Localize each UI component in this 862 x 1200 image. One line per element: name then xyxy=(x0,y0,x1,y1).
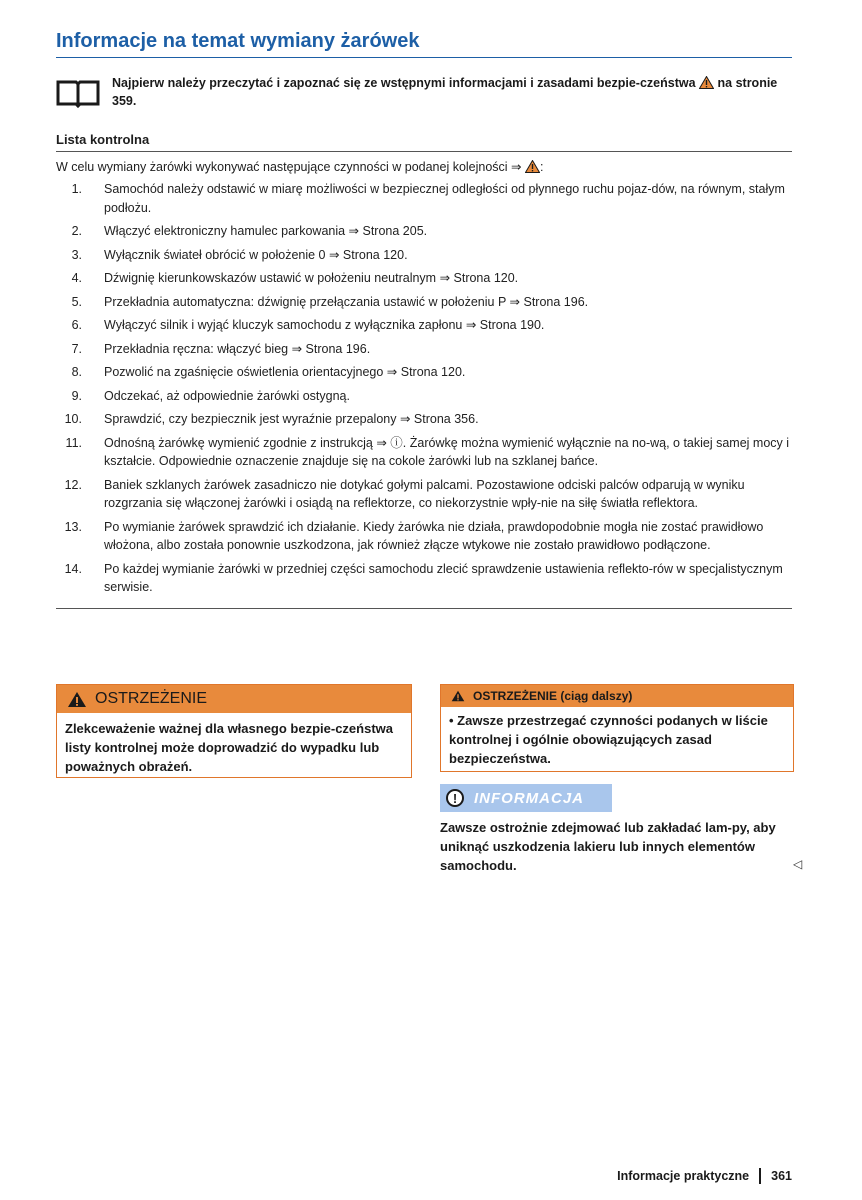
step-text: Wyłączyć silnik i wyjąć kluczyk samochodu z wyłącznika zapłonu ⇒ Strona 190. xyxy=(104,318,545,332)
step-number: 7. xyxy=(71,341,82,356)
intro-text xyxy=(56,158,792,176)
step-text: Baniek szklanych żarówek zasadniczo nie dotykać gołymi palcami. Pozostawione odciski palców odparują w wyniku rozgrzania się włączonej żarówki i osiądą na reflektorze, co niekorzystnie wpły-nie na siłę światła reflektora. xyxy=(104,477,745,510)
step-number: 8. xyxy=(71,365,82,379)
list-item xyxy=(56,340,792,359)
step-number: 10. xyxy=(64,412,82,426)
safety-note-text xyxy=(112,74,782,110)
warning-triangle-icon xyxy=(451,690,465,702)
book-icon xyxy=(56,78,100,108)
note-text-b: na stronie 359. xyxy=(112,76,778,108)
safety-note xyxy=(56,74,792,120)
step-text: Pozwolić na zgaśnięcie oświetlenia orientacyjnego ⇒ Strona 120. xyxy=(104,365,466,379)
step-text: Sprawdzić, czy bezpiecznik jest wyraźnie przepalony ⇒ Strona 356. xyxy=(104,412,479,426)
list-item xyxy=(56,180,792,217)
step-number: 9. xyxy=(71,388,82,403)
info-label: INFORMACJA xyxy=(474,789,584,807)
warning-continued-text: • Zawsze przestrzegać czynności podanych w liście kontrolnej i ogólnie obowiązujących zasad bezpieczeństwa. xyxy=(449,713,768,766)
step-text: Po wymianie żarówek sprawdzić ich działanie. Kiedy żarówka nie działa, prawdopodobnie mogła nie zostać prawidłowo włożona, albo została ponownie uszkodzona, jak również złącze wtykowe nie zostało prawidłowo podłączone. xyxy=(104,519,764,552)
warning-triangle-icon xyxy=(525,160,540,173)
warning-text: Zlekceważenie ważnej dla własnego bezpie-czeństwa listy kontrolnej może doprowadzić do wypadku lub poważnych obrażeń. xyxy=(65,721,394,774)
step-text: Dźwignię kierunkowskazów ustawić w położeniu neutralnym ⇒ Strona 120. xyxy=(104,271,519,285)
step-text: Włączyć elektroniczny hamulec parkowania ⇒ Strona 205. xyxy=(104,224,428,238)
step-number: 4. xyxy=(71,271,82,285)
step-text: Przekładnia ręczna: włączyć bieg ⇒ Strona 196. xyxy=(104,341,371,356)
page-footer xyxy=(548,1168,792,1184)
intro-text-end: : xyxy=(540,160,544,174)
step-number: 14. xyxy=(64,561,82,576)
page-number: 361 xyxy=(771,1169,792,1183)
section-heading: Lista kontrolna xyxy=(56,132,792,152)
page-title: Informacje na temat wymiany żarówek xyxy=(56,30,792,58)
step-text: Odczekać, aż odpowiednie żarówki ostygną. xyxy=(104,388,350,403)
list-item xyxy=(56,560,792,597)
step-number: 3. xyxy=(71,247,82,262)
end-of-section-icon: ◁ xyxy=(793,857,803,871)
list-item xyxy=(56,269,792,288)
list-item xyxy=(56,293,792,312)
info-badge xyxy=(440,784,612,812)
step-text: Przekładnia automatyczna: dźwignię przełączania ustawić w położeniu P ⇒ Strona 196. xyxy=(104,294,589,309)
list-item xyxy=(56,222,792,241)
warning-header xyxy=(57,685,411,713)
list-item xyxy=(56,316,792,335)
list-item xyxy=(56,387,792,406)
step-text: Samochód należy odstawić w miarę możliwości w bezpiecznej odległości od płynnego ruchu pojaz-dów, na równym, stałym podłożu. xyxy=(104,182,785,215)
step-number: 5. xyxy=(71,294,82,309)
step-number: 2. xyxy=(71,224,82,238)
step-text: Wyłącznik świateł obrócić w położenie 0 ⇒ Strona 120. xyxy=(104,247,408,262)
warning-triangle-icon xyxy=(699,76,714,89)
warning-continued-box xyxy=(440,684,794,772)
list-item xyxy=(56,410,792,429)
step-number: 12. xyxy=(64,477,82,492)
step-number: 1. xyxy=(71,182,82,196)
note-text-a: Najpierw należy przeczytać i zapoznać się ze wstępnymi informacjami i zasadami bezpie-czeństwa xyxy=(112,76,696,90)
info-text: Zawsze ostrożnie zdejmować lub zakładać lam-py, aby uniknąć uszkodzenia lakieru lub innych elementów samochodu. xyxy=(440,820,776,873)
list-item xyxy=(56,363,792,382)
warning-title: OSTRZEŻENIE xyxy=(95,690,208,707)
footer-section: Informacje praktyczne xyxy=(617,1169,750,1183)
warning-triangle-icon xyxy=(67,691,87,708)
list-item xyxy=(56,476,792,513)
step-text: Po każdej wymianie żarówki w przedniej części samochodu zlecić sprawdzenie ustawienia reflekto-rów w specjalistycznym serwisie. xyxy=(104,561,783,594)
step-number: 13. xyxy=(64,519,82,534)
list-item xyxy=(56,518,792,555)
list-item xyxy=(56,434,792,471)
list-item xyxy=(56,246,792,265)
warning-box xyxy=(56,684,412,778)
step-number: 6. xyxy=(71,318,82,332)
checklist xyxy=(56,180,792,609)
warning-continued-title: OSTRZEŻENIE (ciąg dalszy) xyxy=(473,689,633,703)
step-text: Odnośną żarówkę wymienić zgodnie z instrukcją ⇒ ⓘ. Żarówkę można wymienić wyłącznie na no-wą, o takiej samej mocy i kształcie. Odpowiednie oznaczenie znajduje się na cokole żarówki lub na szklanej bańce. xyxy=(104,435,790,468)
footer-divider xyxy=(759,1168,761,1184)
warning-continued-header xyxy=(441,685,793,707)
step-number: 11. xyxy=(65,435,82,450)
intro-text-main: W celu wymiany żarówki wykonywać następujące czynności w podanej kolejności ⇒ xyxy=(56,160,522,174)
info-icon: ! xyxy=(446,789,464,807)
